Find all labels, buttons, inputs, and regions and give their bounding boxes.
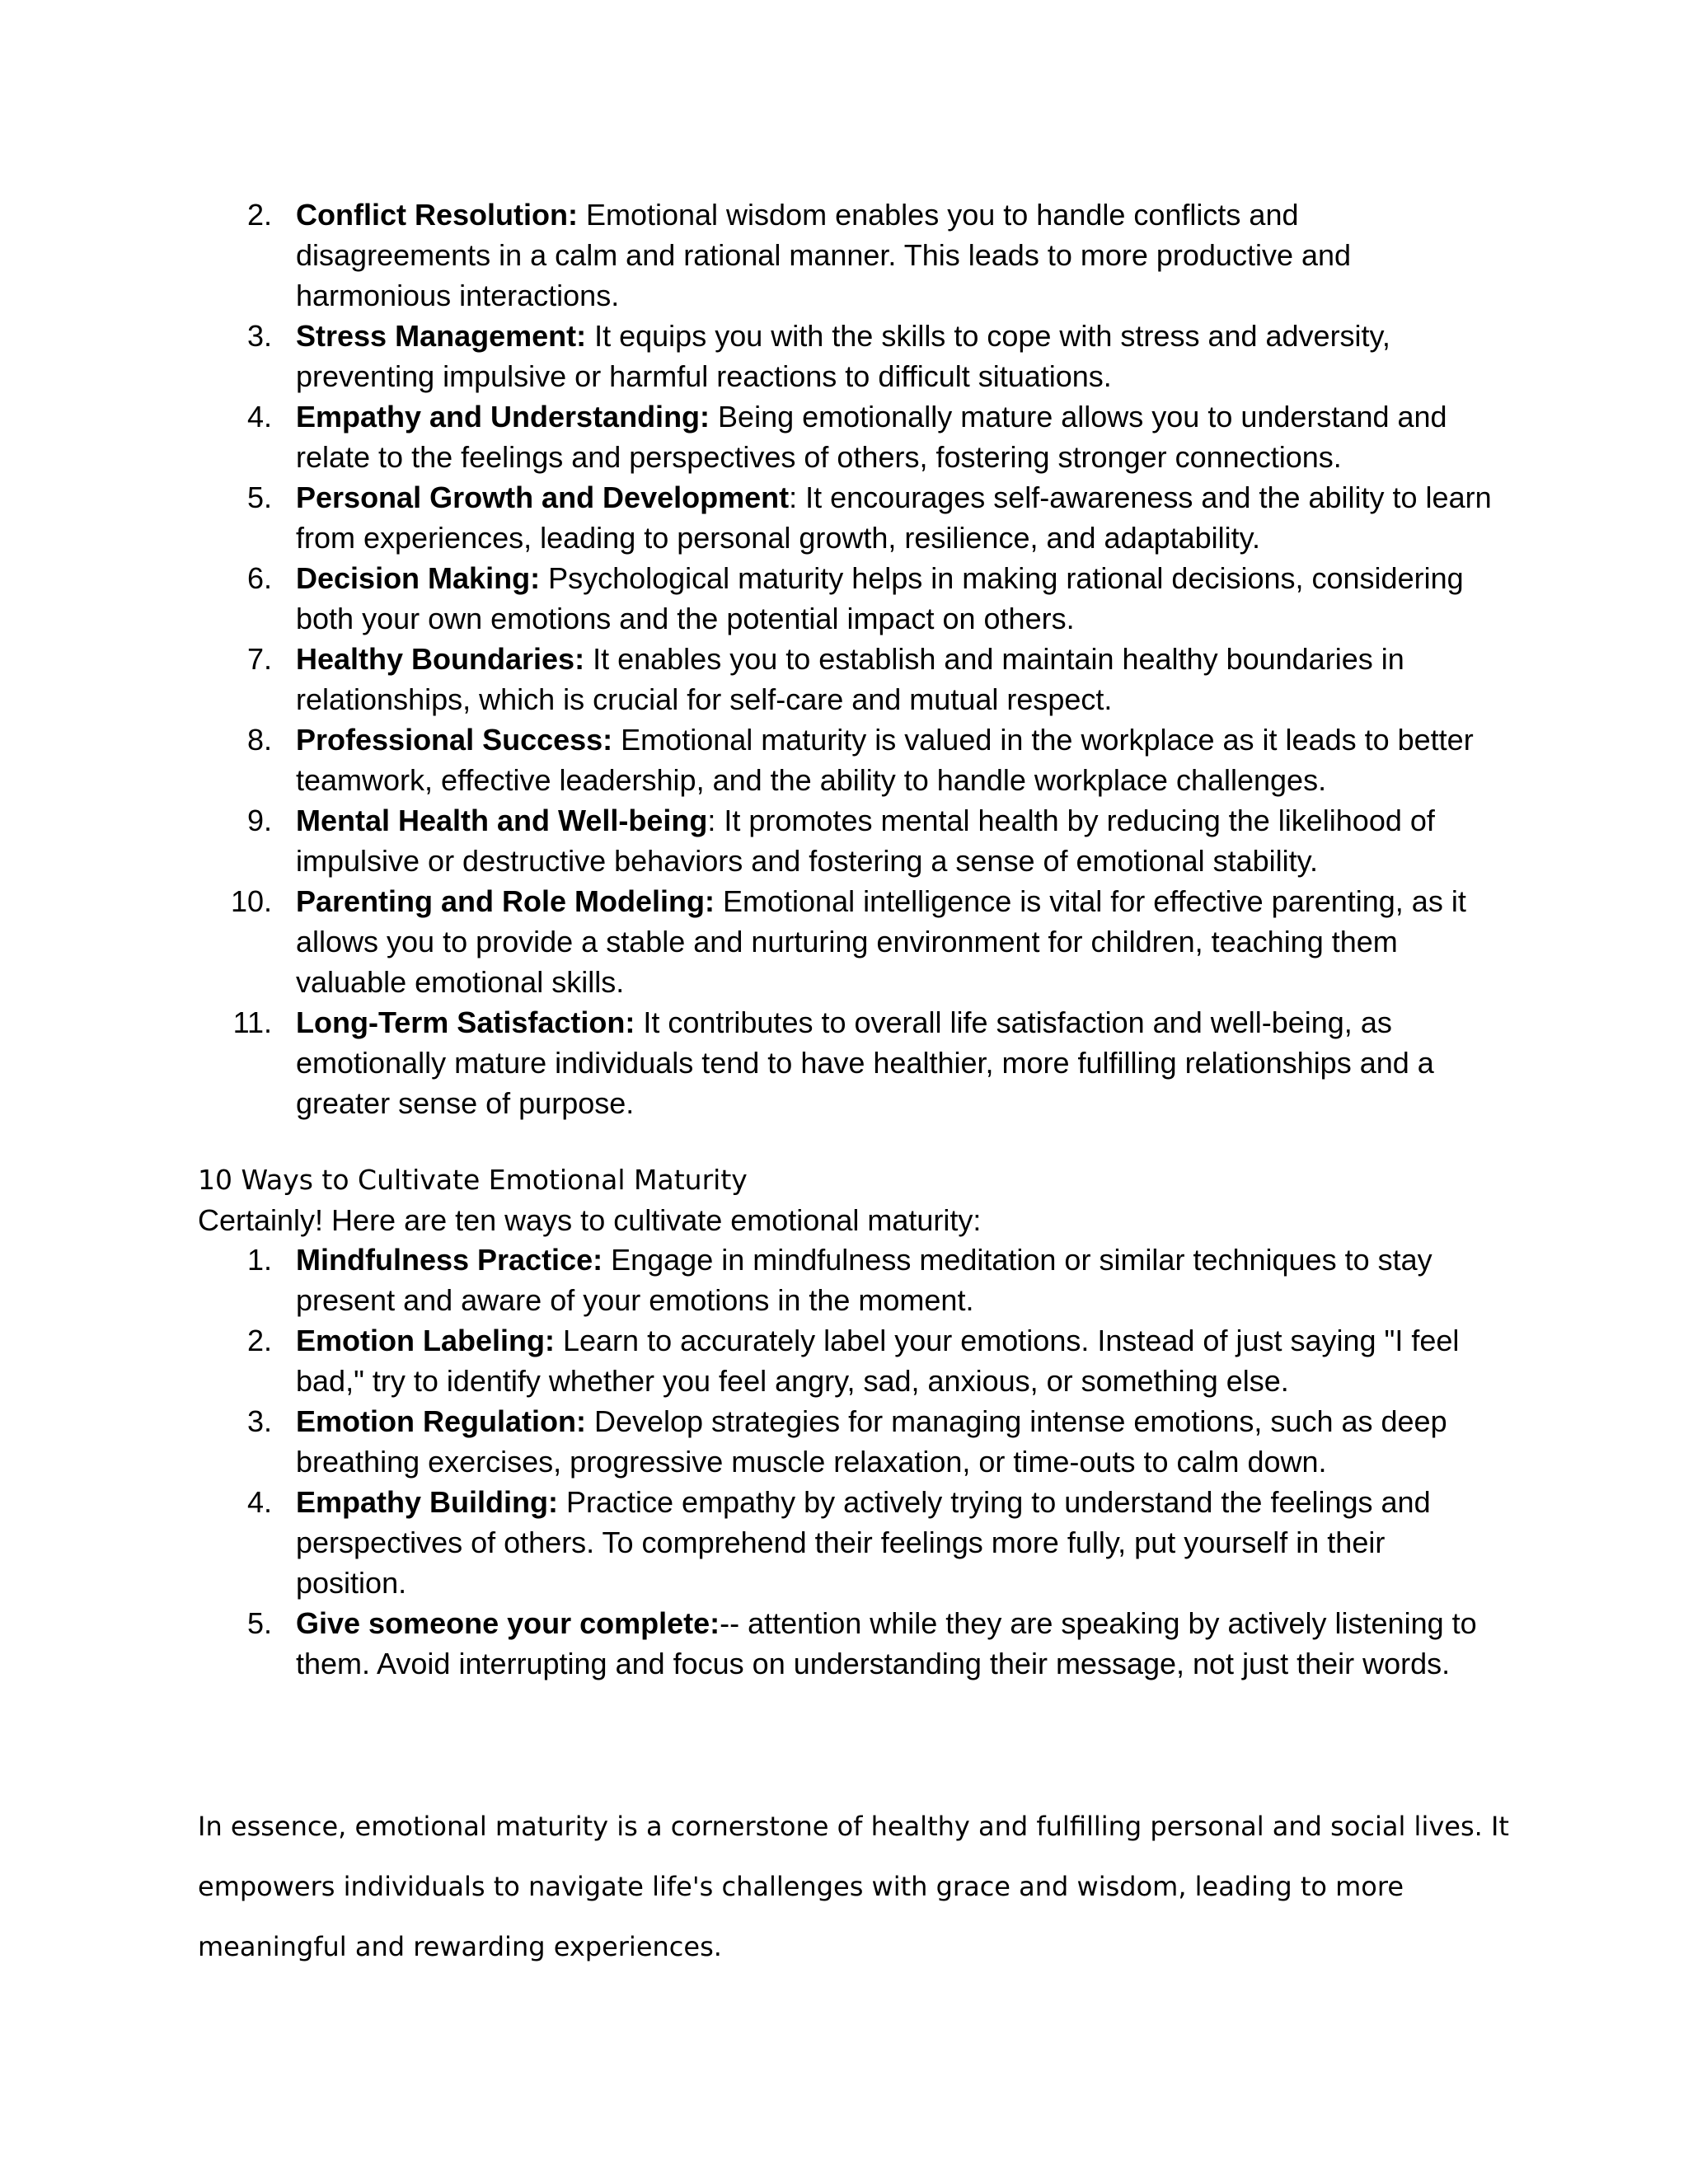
list-item (198, 558, 1500, 639)
item-title: Parenting and Role Modeling: (296, 884, 715, 918)
benefits-list (198, 194, 1500, 1123)
list-item (198, 719, 1500, 800)
list-item (198, 477, 1500, 558)
item-title: Give someone your complete: (296, 1606, 720, 1640)
list-item (198, 1320, 1500, 1401)
item-text: Psychological maturity helps in making rational decisions, considering both your own emotions and the potential impact on others. (296, 561, 1464, 635)
item-text: : It encourages self-awareness and the ability to learn from experiences, leading to personal growth, resilience, and adaptability. (296, 480, 1492, 555)
item-title: Decision Making: (296, 561, 541, 595)
item-title: Mindfulness Practice: (296, 1243, 603, 1277)
list-number: 6. (246, 561, 272, 595)
list-number: 4. (246, 1485, 272, 1519)
section-intro: Certainly! Here are ten ways to cultivate emotional maturity: (198, 1203, 982, 1237)
list-number: 2. (246, 198, 272, 232)
section-heading: 10 Ways to Cultivate Emotional Maturity (198, 1164, 748, 1196)
item-title: Empathy Building: (296, 1485, 558, 1519)
item-text: Being emotionally mature allows you to understand and relate to the feelings and perspectives of others, fostering stronger connections. (296, 400, 1447, 474)
item-title: Personal Growth and Development (296, 480, 790, 514)
list-item (198, 1482, 1500, 1603)
item-text: Emotional intelligence is vital for effective parenting, as it allows you to provide a stable and nurturing environment for children, teaching them valuable emotional skills. (296, 884, 1466, 999)
list-number: 3. (246, 319, 272, 353)
list-item (198, 1240, 1500, 1320)
item-title: Conflict Resolution: (296, 198, 578, 232)
item-text: It contributes to overall life satisfaction and well-being, as emotionally mature individuals tend to have healthier, more fulfilling relationships and a greater sense of purpose. (296, 1005, 1434, 1120)
list-number: 8. (246, 723, 272, 757)
list-number: 1. (246, 1243, 272, 1277)
list-number: 5. (246, 480, 272, 514)
list-item (198, 881, 1500, 1002)
item-text: It enables you to establish and maintain healthy boundaries in relationships, which is crucial for self-care and mutual respect. (296, 642, 1404, 716)
list-item (198, 1401, 1500, 1482)
list-number: 9. (246, 804, 272, 837)
item-text: : It promotes mental health by reducing the likelihood of impulsive or destructive behaviors and fostering a sense of emotional stability. (296, 804, 1435, 878)
item-text: Learn to accurately label your emotions. Instead of just saying "I feel bad," try to identify whether you feel angry, sad, anxious, or something else. (296, 1324, 1460, 1398)
list-number: 2. (246, 1324, 272, 1357)
list-item (198, 1002, 1500, 1123)
list-number: 7. (246, 642, 272, 676)
item-title: Healthy Boundaries: (296, 642, 585, 676)
list-number: 5. (246, 1606, 272, 1640)
list-item (198, 316, 1500, 396)
item-text: Develop strategies for managing intense emotions, such as deep breathing exercises, progressive muscle relaxation, or time-outs to calm down. (296, 1404, 1447, 1479)
item-title: Mental Health and Well-being (296, 804, 708, 837)
list-number: 10. (230, 884, 272, 918)
item-text: It equips you with the skills to cope with stress and adversity, preventing impulsive or harmful reactions to difficult situations. (296, 319, 1390, 393)
item-title: Professional Success: (296, 723, 613, 757)
list-item (198, 639, 1500, 719)
ways-list (198, 1240, 1500, 1684)
item-text: -- attention while they are speaking by actively listening to them. Avoid interrupting and focus on understanding their message, not just their words. (296, 1606, 1477, 1680)
list-number: 11. (232, 1005, 272, 1039)
item-title: Emotion Regulation: (296, 1404, 586, 1438)
item-text: Emotional maturity is valued in the workplace as it leads to better teamwork, effective leadership, and the ability to handle workplace challenges. (296, 723, 1474, 797)
list-item (198, 396, 1500, 477)
item-text: Practice empathy by actively trying to understand the feelings and perspectives of others. To comprehend their feelings more fully, put yourself in their position. (296, 1485, 1431, 1600)
item-title: Stress Management: (296, 319, 587, 353)
list-item (198, 1603, 1500, 1684)
item-title: Emotion Labeling: (296, 1324, 555, 1357)
list-item (198, 800, 1500, 881)
item-title: Empathy and Understanding: (296, 400, 710, 434)
list-item (198, 194, 1500, 316)
list-number: 3. (246, 1404, 272, 1438)
item-title: Long-Term Satisfaction: (296, 1005, 635, 1039)
item-text: Emotional wisdom enables you to handle conflicts and disagreements in a calm and rational manner. This leads to more productive and harmonious interactions. (296, 198, 1352, 312)
closing-paragraph: In essence, emotional maturity is a cornerstone of healthy and fulfilling personal and social lives. It empowers individuals to navigate life's challenges with grace and wisdom, leading to more meaningful and rewarding experiences. (198, 1811, 1509, 1962)
list-number: 4. (246, 400, 272, 434)
item-text: Engage in mindfulness meditation or similar techniques to stay present and aware of your emotions in the moment. (296, 1243, 1432, 1317)
